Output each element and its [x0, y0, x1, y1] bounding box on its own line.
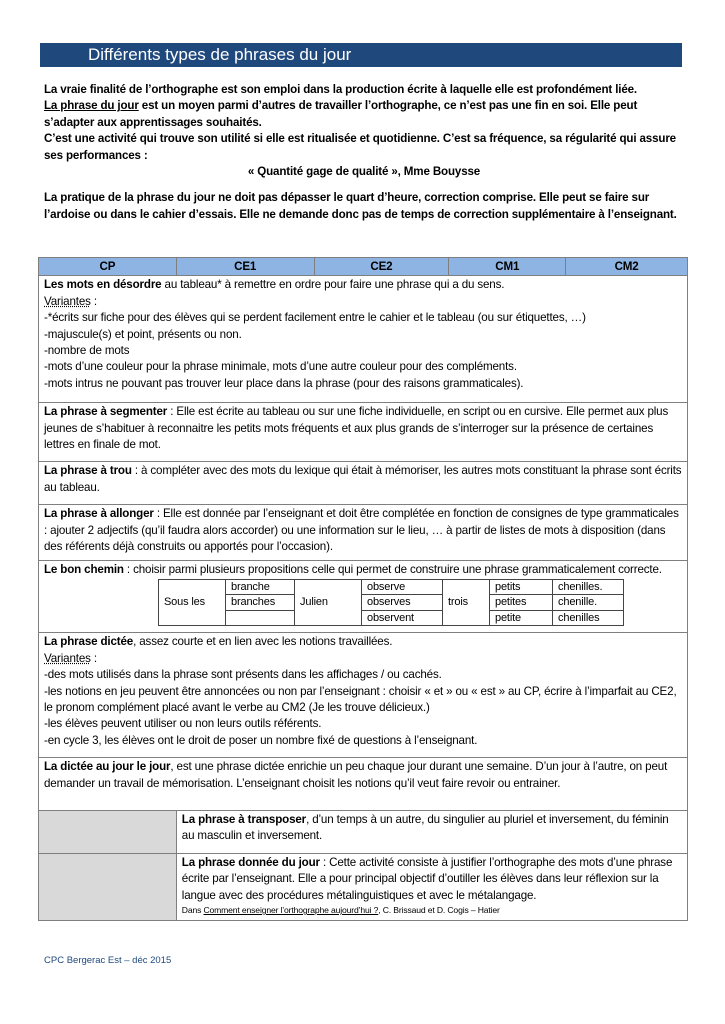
activity-name: La phrase à segmenter	[44, 405, 168, 419]
variantes-word: Variantes	[44, 294, 91, 308]
activity-name: La phrase donnée du jour	[181, 855, 320, 869]
activity-name: La phrase dictée	[44, 635, 134, 649]
header-cm1: CM1	[449, 258, 566, 276]
activity-description: au tableau* à remettre en ordre pour faire une phrase qui a du sens.	[161, 278, 505, 292]
activity-name: La phrase à transposer	[181, 813, 307, 827]
page-title: Différents types de phrases du jour	[40, 43, 682, 67]
activity-description: , d’un temps à un autre, du singulier au pluriel et inversement, du féminin au masculin et inversement.	[181, 813, 669, 843]
table-row-mots-desordre	[39, 276, 688, 403]
variantes-label	[44, 651, 682, 667]
grid-option: petits	[490, 579, 553, 595]
header-cp: CP	[39, 258, 177, 276]
cell-trou	[39, 462, 688, 505]
footer: CPC Bergerac Est – déc 2015	[44, 955, 172, 966]
cell-segmenter	[39, 403, 688, 462]
variant-item: -mots d’une couleur pour la phrase minimale, mots d’une autre couleur pour des compléments.	[44, 360, 517, 374]
activity-name: La phrase à allonger	[44, 507, 154, 521]
grid-word: trois	[443, 579, 490, 626]
header-ce2: CE2	[314, 258, 449, 276]
grid-option: observe	[362, 579, 443, 595]
intro-paragraph-2-text: est un moyen parmi d’autres de travailler l’orthographe, ce n’est pas une fin en soi. Elle peut s’adapter aux apprentissages souhaités.	[44, 99, 638, 129]
variant-item: -les élèves peuvent utiliser ou non leurs outils référents.	[44, 717, 322, 731]
variantes-colon: :	[90, 294, 97, 308]
activity-name: Le bon chemin	[44, 562, 124, 576]
grid-word: Sous les	[159, 579, 226, 626]
activity-description: : Elle est donnée par l’enseignant et doit être complétée en fonction de consignes de type grammaticales : ajouter 2 adjectifs (qu’il faudra alors accorder) ou une information sur le lieu, … à partir de listes de mots à disposition (dans des référents déjà construits ou apportés pour l’occasion).	[44, 507, 679, 554]
grid-option	[226, 610, 295, 626]
header-ce1: CE1	[176, 258, 314, 276]
activity-description: : Cette activité consiste à justifier l’orthographe des mots d’une phrase écrite par l’enseignant. Elle a pour principal objectif d’outiller les élèves dans leur réflexion sur la langue avec des procédures métalinguistiques et avec le métalangage.	[181, 855, 673, 902]
grid-option: chenille.	[553, 595, 624, 611]
cell-mots-desordre	[39, 276, 688, 403]
intro-quote: « Quantité gage de qualité », Mme Bouysse	[247, 165, 481, 179]
cell-empty-cp	[39, 811, 177, 854]
table-row-jour-le-jour	[39, 758, 688, 811]
variantes-colon: :	[90, 651, 97, 665]
grid-word: Julien	[295, 579, 362, 626]
variantes-label	[44, 294, 682, 310]
grid-option: branches	[226, 595, 295, 611]
source-prefix: Dans	[181, 905, 204, 916]
cell-empty-cp	[39, 853, 177, 920]
intro-paragraph-3: C’est une activité qui trouve son utilité si elle est ritualisée et quotidienne. C’est sa fréquence, sa régularité qui assure ses performances :	[44, 132, 676, 162]
activity-name: Les mots en désordre	[44, 278, 162, 292]
activity-name: La dictée au jour le jour	[44, 760, 171, 774]
table-row-transposer	[39, 811, 688, 854]
grid-option: chenilles	[553, 610, 624, 626]
variant-item: -nombre de mots	[44, 344, 130, 358]
activity-name: La phrase à trou	[44, 464, 132, 478]
grid-option: petite	[490, 610, 553, 626]
activity-description: , est une phrase dictée enrichie un peu chaque jour durant une semaine. D’un jour à l’autre, on peut demander un travail de mémorisation. L’enseignant choisit les notions qu’il veut faire revoir ou entrainer.	[44, 760, 668, 790]
activity-description: : choisir parmi plusieurs propositions celle qui permet de construire une phrase grammaticalement correcte.	[123, 562, 662, 576]
source-reference	[182, 904, 682, 916]
table-row-allonger	[39, 505, 688, 560]
intro-paragraph-4: La pratique de la phrase du jour ne doit pas dépasser le quart d’heure, correction comprise. Elle peut se faire sur l’ardoise ou dans le cahier d’essais. Elle ne demande donc pas de temps de correction supplémentaire à l’enseignant.	[44, 191, 677, 221]
table-row-trou	[39, 462, 688, 505]
cell-bon-chemin	[39, 560, 688, 633]
cell-allonger	[39, 505, 688, 560]
activities-table	[38, 257, 688, 921]
cell-transposer	[176, 811, 687, 854]
variant-item: -mots intrus ne pouvant pas trouver leur place dans la phrase (pour des raisons grammaticales).	[44, 376, 524, 390]
intro-paragraph-2	[44, 98, 684, 131]
grid-option: chenilles.	[553, 579, 624, 595]
intro-paragraph-1: La vraie finalité de l’orthographe est son emploi dans la production écrite à laquelle elle est profondément liée.	[44, 83, 638, 96]
variant-item: -*écrits sur fiche pour des élèves qui se perdent facilement entre le cahier et le tableau (ou sur étiquettes, …)	[44, 311, 586, 325]
table-row-bon-chemin	[39, 560, 688, 633]
variant-item: -les notions en jeu peuvent être annoncées ou non par l’enseignant : choisir « et » ou « est » au CP, écrire à l’imparfait au CE2, le pronom complément placé avant le verbe au CM2 (Je les trouve délicieux.)	[44, 684, 677, 715]
table-row-phrase-dictee	[39, 633, 688, 758]
intro-underlined-term: La phrase du jour	[44, 99, 139, 113]
activity-description: , assez courte et en lien avec les notions travaillées.	[133, 635, 393, 649]
cell-donnee-du-jour	[176, 853, 687, 920]
table-row-donnee-du-jour	[39, 853, 688, 920]
variantes-word: Variantes	[44, 651, 91, 665]
grid-option: observes	[362, 595, 443, 611]
source-title: Comment enseigner l’orthographe aujourd’hui ?	[203, 905, 379, 916]
activity-description: : Elle est écrite au tableau ou sur une fiche individuelle, en script ou en cursive. Elle permet aux plus jeunes de s’habituer à reconnaitre les petits mots fréquents et aux plus grands de s’interroger sur la présence de certaines lettres en finale de mot.	[44, 405, 669, 452]
introduction	[44, 82, 684, 223]
bon-chemin-grid	[158, 579, 624, 627]
variant-item: -des mots utilisés dans la phrase sont présents dans les affichages / ou cachés.	[44, 668, 442, 682]
grid-option: observent	[362, 610, 443, 626]
header-cm2: CM2	[566, 258, 688, 276]
variant-item: -en cycle 3, les élèves ont le droit de poser un nombre fixé de questions à l’enseignant.	[44, 733, 478, 747]
grid-option: petites	[490, 595, 553, 611]
cell-jour-le-jour	[39, 758, 688, 811]
level-header-row	[39, 258, 688, 276]
table-row-segmenter	[39, 403, 688, 462]
activity-description: : à compléter avec des mots du lexique qui était à mémoriser, les autres mots constituant la phrase sont écrits au tableau.	[44, 464, 682, 494]
source-authors: , C. Brissaud et D. Cogis – Hatier	[378, 905, 500, 916]
cell-phrase-dictee	[39, 633, 688, 758]
variant-item: -majuscule(s) et point, présents ou non.	[44, 327, 242, 341]
grid-option: branche	[226, 579, 295, 595]
